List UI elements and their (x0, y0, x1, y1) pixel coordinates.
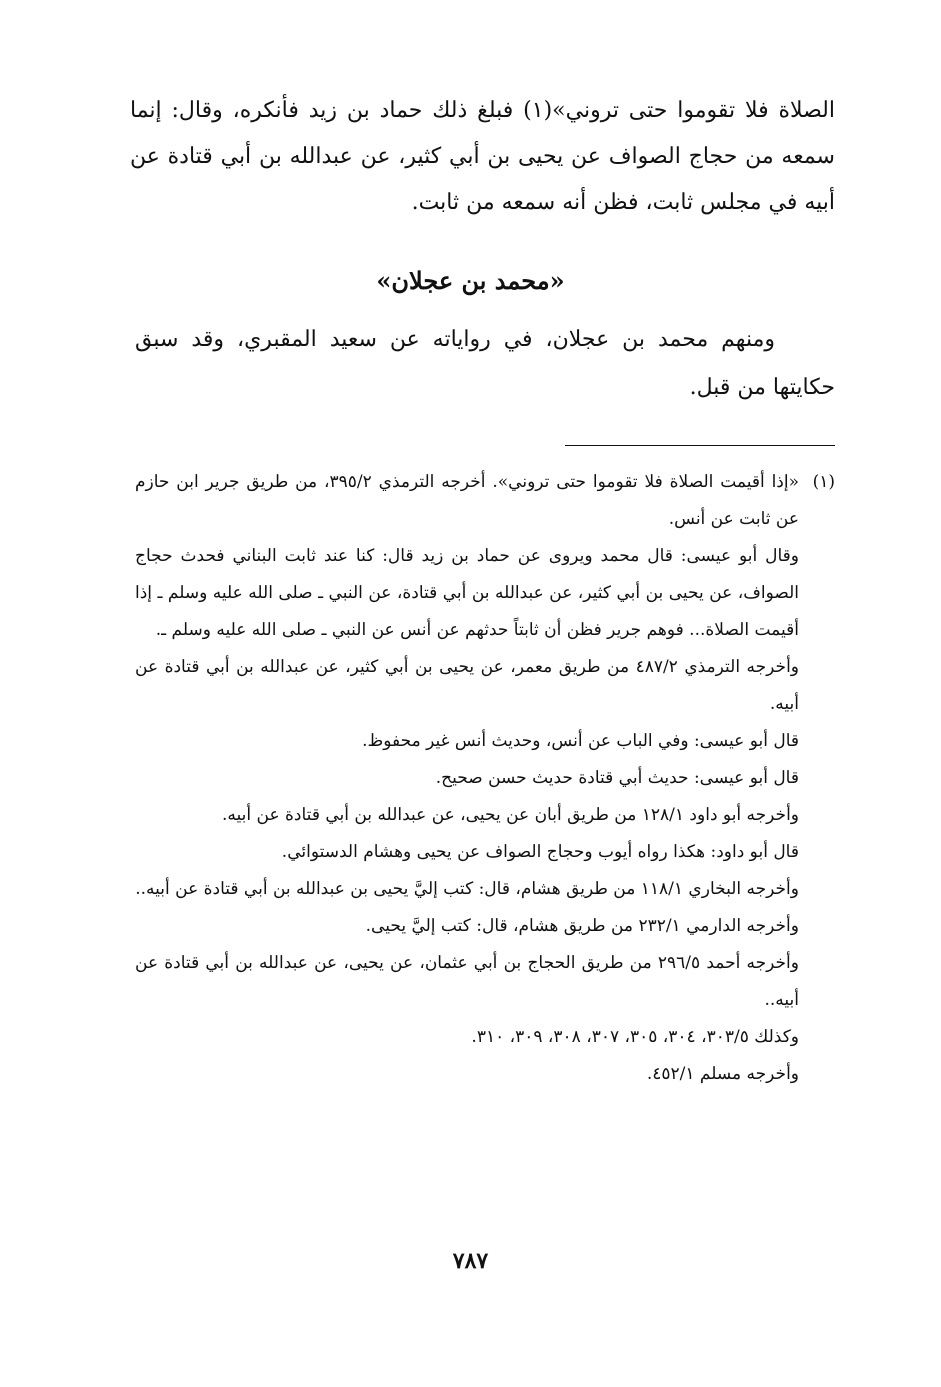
footnote-paragraph: قال أبو داود: هكذا رواه أيوب وحجاج الصواف عن يحيى وهشام الدستوائي. (281, 842, 799, 862)
footnote-paragraph: وأخرجه الدارمي ٢٣٢/١ من طريق هشام، قال: كتب إليَّ يحيى. (365, 916, 799, 936)
footnote-divider (565, 445, 835, 446)
footnote-paragraph: وكذلك ٣٠٣/٥، ٣٠٤، ٣٠٥، ٣٠٧، ٣٠٨، ٣٠٩، ٣١٠. (471, 1027, 799, 1047)
section-title: «محمد بن عجلان» (376, 266, 565, 295)
footnote-paragraph: وقال أبو عيسى: قال محمد ويروى عن حماد بن زيد قال: كنا عند ثابت البناني فحدث حجاج الصواف، عن يحيى بن أبي كثير، عن عبدالله بن أبي قتادة، عن النبي ـ صلى الله عليه وسلم ـ إذا أقيمت الصلاة... فوهم جرير فظن أن ثابتاً حدثهم عن أنس عن النبي ـ صلى الله عليه وسلم ـ. (135, 546, 799, 640)
footnote-first-paragraph: «إذا أقيمت الصلاة فلا تقوموا حتى تروني». أخرجه الترمذي ٣٩٥/٢، من طريق جرير ابن حازم عن ثابت عن أنس. (135, 472, 799, 529)
footnote-paragraph: وأخرجه أحمد ٢٩٦/٥ من طريق الحجاج بن أبي عثمان، عن يحيى، عن عبدالله بن أبي قتادة عن أبيه.. (135, 953, 799, 1010)
footnotes (135, 464, 835, 1093)
footnote-paragraph: وأخرجه أبو داود ١٢٨/١ من طريق أبان عن يحيى، عن عبدالله بن أبي قتادة عن أبيه. (222, 805, 799, 825)
footnote-paragraph: وأخرجه البخاري ١١٨/١ من طريق هشام، قال: كتب إليَّ يحيى بن عبدالله بن أبي قتادة عن أبيه.. (135, 879, 799, 899)
footnote-entry (135, 464, 835, 538)
intro-paragraph: ومنهم محمد بن عجلان، في رواياته عن سعيد المقبري، وقد سبق حكايتها من قبل. (135, 327, 835, 400)
main-paragraph: الصلاة فلا تقوموا حتى تروني»(١) فبلغ ذلك حماد بن زيد فأنكره، وقال: إنما سمعه من حجاج الصواف عن يحيى بن أبي كثير، عن عبدالله بن أبي قتادة عن أبيه في مجلس ثابت، فظن أنه سمعه من ثابت. (130, 98, 836, 215)
footnote-number: (١) (812, 472, 835, 492)
page-number: ٧٨٧ (452, 1248, 489, 1274)
footnote-paragraph: وأخرجه الترمذي ٤٨٧/٢ من طريق معمر، عن يحيى بن أبي كثير، عن عبدالله بن أبي قتادة عن أبيه. (135, 657, 799, 714)
footnote-paragraph: قال أبو عيسى: حديث أبي قتادة حديث حسن صحيح. (435, 768, 799, 788)
footnote-paragraph: وأخرجه مسلم ٤٥٢/١. (646, 1064, 799, 1084)
footnote-paragraph: قال أبو عيسى: وفي الباب عن أنس، وحديث أنس غير محفوظ. (362, 731, 799, 751)
